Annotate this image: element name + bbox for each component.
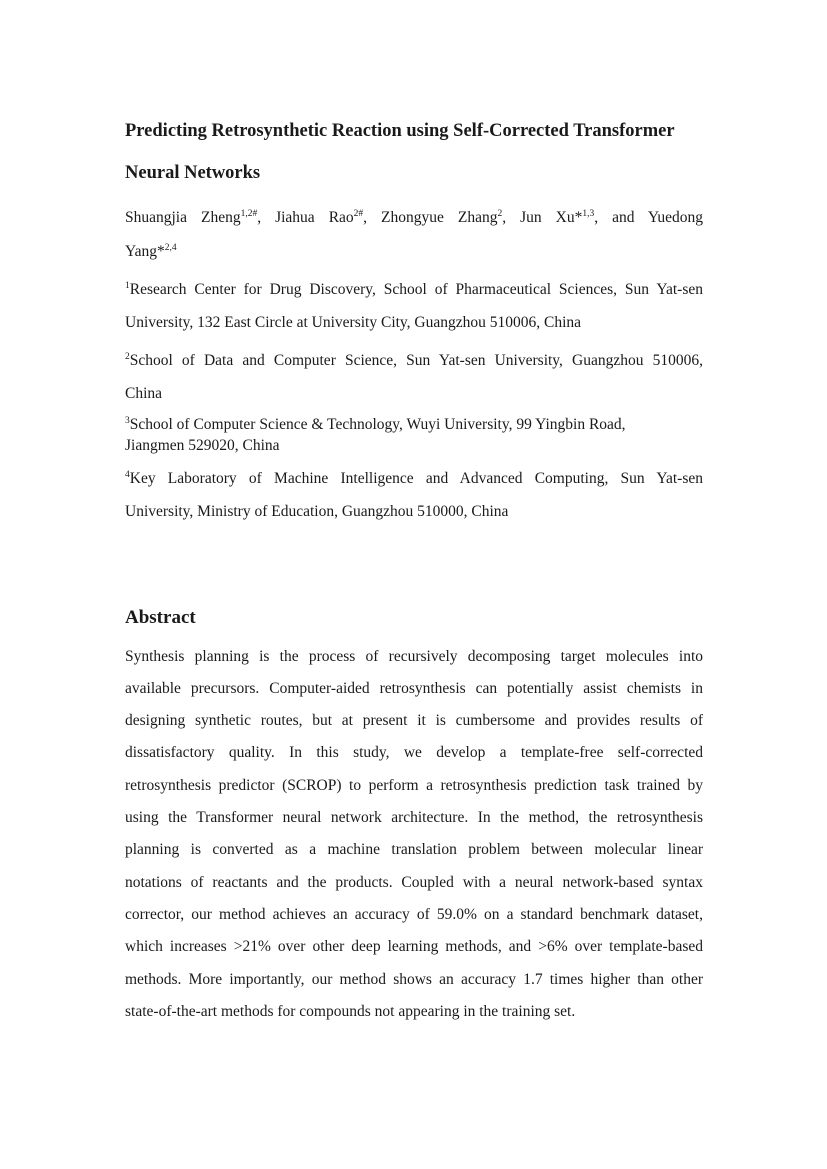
affiliation-1-line-2: University, 132 East Circle at University City, Guangzhou 510006, China [125,314,582,331]
author-name: Yang* [125,243,165,260]
abstract-line: using the Transformer neural network architecture. In the method, the retrosynthesis [125,809,703,826]
author-affiliation-mark: 1,2# [240,209,258,219]
abstract-line: available precursors. Computer-aided retrosynthesis can potentially assist chemists in [125,680,703,697]
abstract-line: designing synthetic routes, but at present it is cumbersome and provides results of [125,712,703,729]
author-affiliation-mark: 1,3 [582,209,595,219]
abstract-line: dissatisfactory quality. In this study, we develop a template-free self-corrected [125,744,703,761]
affiliation-4-line-1: $^4$Key Laboratory of Machine Intelligence and Advanced Computing, Sun Yat-sen [125,470,703,487]
affiliation-4-line-2: University, Ministry of Education, Guangzhou 510000, China [125,503,509,520]
author-name: Jiahua Rao [275,209,354,226]
abstract-line: which increases >21% over other deep learning methods, and >6% over template-based [125,938,703,955]
author-name: Shuangjia Zheng [125,209,241,226]
author-separator: , and [594,209,648,226]
abstract-line: methods. More importantly, our method shows an accuracy 1.7 times higher than other [125,971,703,988]
author-separator: , [363,209,382,226]
affiliation-3-line-1: $^3$School of Computer Science & Technology, Wuyi University, 99 Yingbin Road, [125,416,626,433]
author-name: Jun Xu* [520,209,583,226]
affiliation-2-line-1: $^2$School of Data and Computer Science, Sun Yat-sen University, Guangzhou 510006, [125,352,703,369]
author-line-2 [125,244,177,260]
author-name: Zhongyue Zhang [381,209,498,226]
affiliation-number: 4 [125,470,130,480]
author-line-1 [125,210,703,226]
author-affiliation-mark: 2 [497,209,503,219]
abstract-line: planning is converted as a machine translation problem between molecular linear [125,841,703,858]
affiliation-1-line-1: $^1$Research Center for Drug Discovery, School of Pharmaceutical Sciences, Sun Yat-sen [125,281,703,298]
author-affiliation-mark: 2,4 [164,243,177,253]
paper-title-line-1: Predicting Retrosynthetic Reaction using Self-Corrected Transformer [125,121,675,141]
author-separator: , [257,209,276,226]
author-affiliation-mark: 2# [353,209,364,219]
paper-title-line-2: Neural Networks [125,163,261,183]
affiliation-number: 3 [125,416,130,426]
abstract-line: notations of reactants and the products. Coupled with a neural network-based syntax [125,874,703,891]
author-separator: , [502,209,521,226]
abstract-heading: Abstract [125,607,196,628]
affiliation-3-line-2: Jiangmen 529020, China [125,437,280,454]
abstract-line: corrector, our method achieves an accuracy of 59.0% on a standard benchmark dataset, [125,906,703,923]
affiliation-number: 2 [125,352,130,362]
abstract-line: Synthesis planning is the process of recursively decomposing target molecules into [125,648,703,665]
abstract-line: state-of-the-art methods for compounds not appearing in the training set. [125,1003,576,1020]
abstract-line: retrosynthesis predictor (SCROP) to perform a retrosynthesis prediction task trained by [125,777,703,794]
affiliation-2-line-2: China [125,385,163,402]
affiliation-number: 1 [125,281,130,291]
author-name: Yuedong [647,209,704,226]
